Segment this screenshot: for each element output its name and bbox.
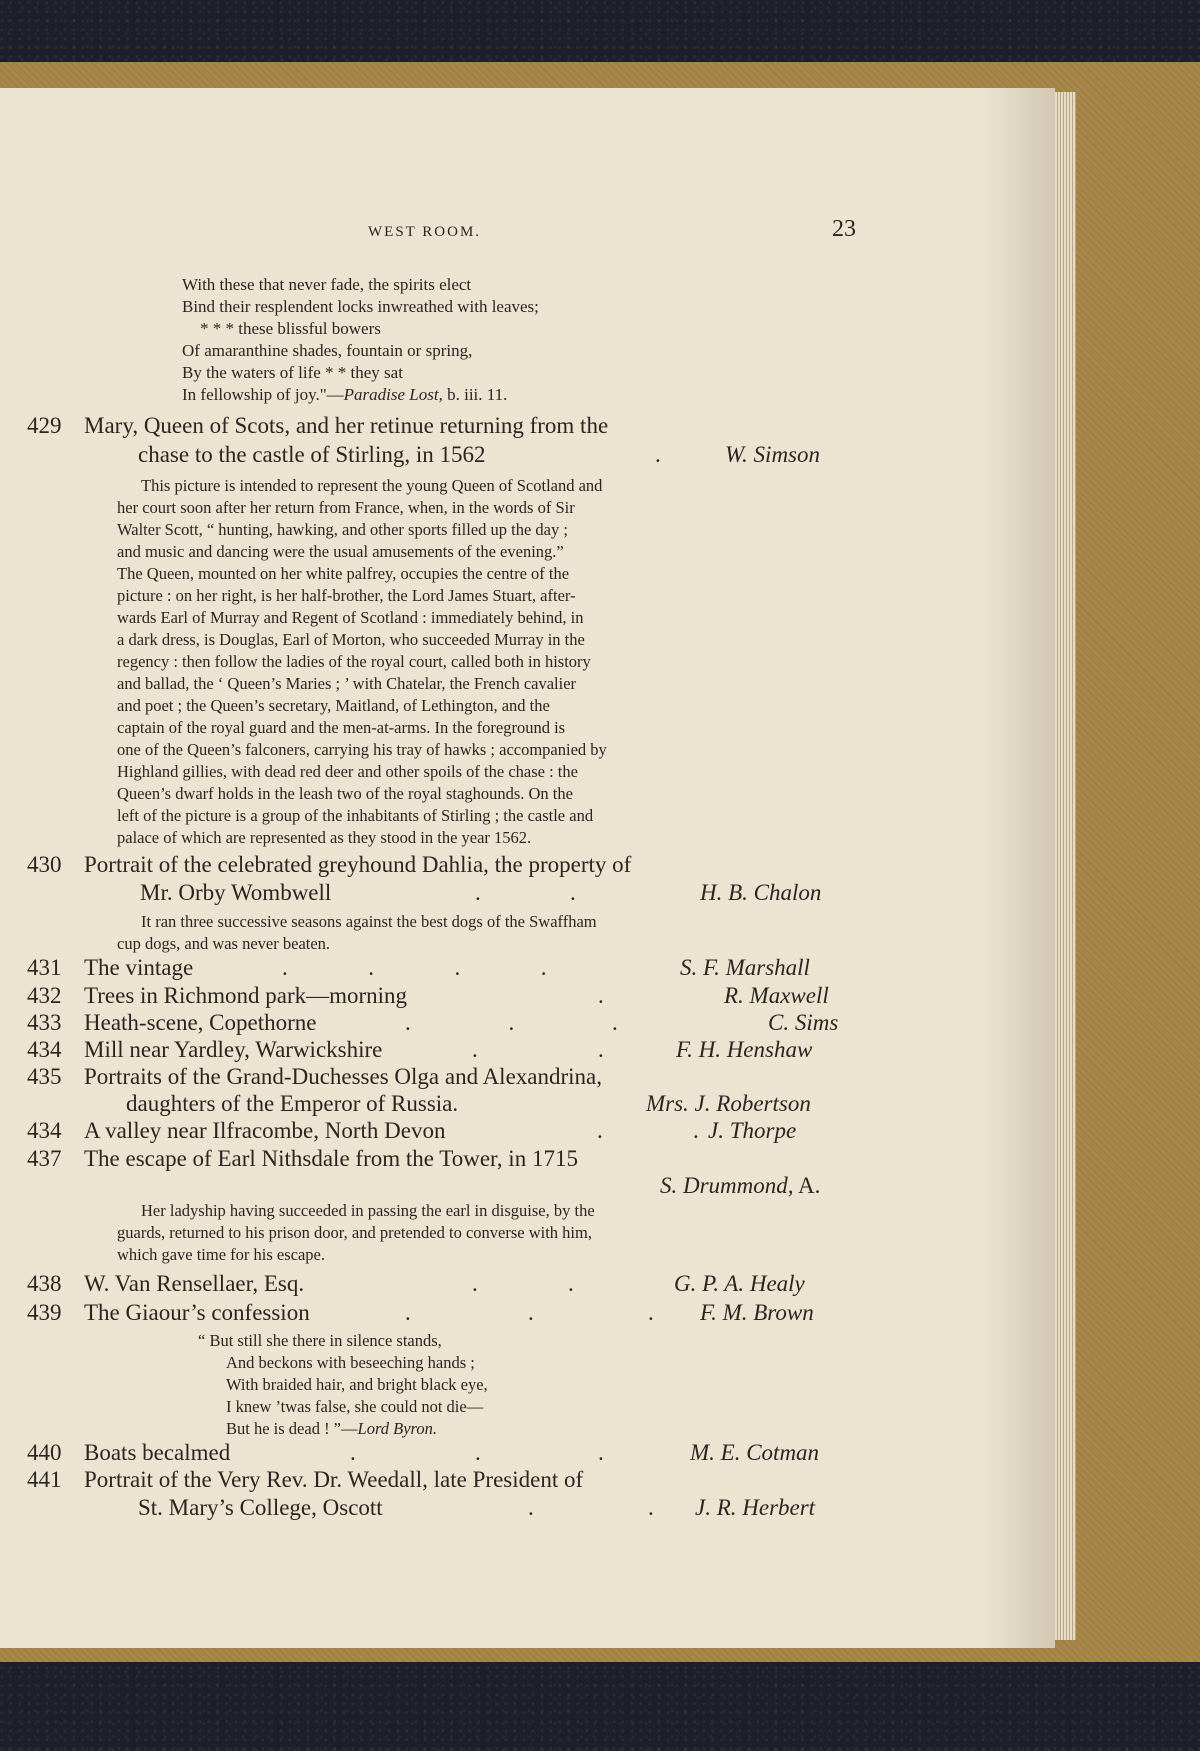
leader-dot: .	[475, 880, 481, 905]
artist-name: G. P. A. Healy	[674, 1271, 805, 1296]
leader-dot: .	[528, 1300, 534, 1325]
poem-line: Bind their resplendent locks inwreathed with leaves;	[182, 297, 539, 316]
entry-title: Portraits of the Grand-Duchesses Olga and Alexandrina,	[84, 1064, 602, 1089]
artist-name: S. F. Marshall	[680, 955, 810, 980]
entry-title: St. Mary’s College, Oscott	[138, 1495, 383, 1520]
entry-description: It ran three successive seasons against the best dogs of the Swaffham	[141, 912, 597, 931]
artist-name: C. Sims	[768, 1010, 839, 1035]
leader-dot: . . .	[405, 1010, 618, 1035]
entry-title: Portrait of the celebrated greyhound Dahlia, the property of	[84, 852, 632, 877]
quoted-verse: But he is dead ! ”—Lord Byron.	[226, 1419, 437, 1438]
poem-citation: Paradise Lost,	[343, 385, 443, 404]
poem-line: Of amaranthine shades, fountain or spring,	[182, 341, 473, 360]
leader-dot: .	[597, 1118, 603, 1143]
entry-title: chase to the castle of Stirling, in 1562	[138, 442, 486, 467]
artist-name: F. M. Brown	[700, 1300, 814, 1325]
entry-number: 434	[27, 1037, 62, 1062]
entry-title: The escape of Earl Nithsdale from the Tower, in 1715	[84, 1146, 578, 1171]
entry-title: Mr. Orby Wombwell	[140, 880, 332, 905]
leader-dot: .	[570, 880, 576, 905]
leader-dot: . . . .	[282, 955, 547, 980]
entry-title: Boats becalmed	[84, 1440, 231, 1465]
entry-description: guards, returned to his prison door, and pretended to converse with him,	[117, 1223, 592, 1242]
quoted-verse: “ But still she there in silence stands,	[198, 1331, 442, 1350]
leader-dot: .	[350, 1440, 356, 1465]
leader-dot: .	[598, 1037, 604, 1062]
entry-number: 441	[27, 1467, 62, 1492]
leader-dot: .	[405, 1300, 411, 1325]
entry-title: Mill near Yardley, Warwickshire	[84, 1037, 383, 1062]
quoted-verse: With braided hair, and bright black eye,	[226, 1375, 488, 1394]
leader-dot: .	[568, 1271, 574, 1296]
entry-number: 431	[27, 955, 62, 980]
entry-title: Portrait of the Very Rev. Dr. Weedall, late President of	[84, 1467, 584, 1492]
poem-line: * * * these blissful bowers	[200, 319, 381, 338]
artist-name: S. Drummond, A.	[660, 1173, 821, 1198]
entry-title: A valley near Ilfracombe, North Devon	[84, 1118, 446, 1143]
artist-name: Mrs. J. Robertson	[646, 1091, 811, 1116]
entry-title: Trees in Richmond park—morning	[84, 983, 408, 1008]
leader-dot: .	[693, 1118, 699, 1143]
poem-line: With these that never fade, the spirits elect	[182, 275, 472, 294]
entry-title: W. Van Rensellaer, Esq.	[84, 1271, 305, 1296]
leader-dot: .	[598, 1440, 604, 1465]
running-header: WEST ROOM.	[368, 224, 482, 240]
entry-title: daughters of the Emperor of Russia.	[126, 1091, 459, 1116]
entry-number: 439	[27, 1300, 62, 1325]
artist-name: H. B. Chalon	[700, 880, 822, 905]
poem-line: By the waters of life * * they sat	[182, 363, 403, 382]
entry-title: Mary, Queen of Scots, and her retinue returning from the	[84, 413, 609, 438]
leader-dot: .	[472, 1271, 478, 1296]
entry-description: Her ladyship having succeeded in passing the earl in disguise, by the	[141, 1201, 595, 1220]
leader-dot: .	[655, 442, 661, 467]
artist-name: J. Thorpe	[708, 1118, 797, 1143]
entry-number: 438	[27, 1271, 62, 1296]
page-number: 23	[832, 216, 856, 242]
artist-name: R. Maxwell	[724, 983, 829, 1008]
entry-number: 429	[27, 413, 62, 438]
artist-name: F. H. Henshaw	[676, 1037, 813, 1062]
artist-name: M. E. Cotman	[690, 1440, 820, 1465]
entry-number: 437	[27, 1146, 62, 1171]
quoted-verse: I knew ’twas false, she could not die—	[226, 1397, 484, 1416]
artist-name: J. R. Herbert	[695, 1495, 816, 1520]
verse-citation: Lord Byron.	[357, 1419, 437, 1438]
leader-dot: .	[598, 983, 604, 1008]
entry-title: The Giaour’s confession	[84, 1300, 310, 1325]
leader-dot: .	[472, 1037, 478, 1062]
entry-number: 434	[27, 1118, 62, 1143]
poem-line: In fellowship of joy."—Paradise Lost, b. iii. 11.	[182, 385, 508, 404]
entry-number: 435	[27, 1064, 62, 1089]
leader-dot: .	[648, 1300, 654, 1325]
entry-description: cup dogs, and was never beaten.	[117, 934, 331, 953]
quoted-verse: And beckons with beseeching hands ;	[226, 1353, 475, 1372]
leader-dot: .	[528, 1495, 534, 1520]
artist-name: W. Simson	[725, 442, 820, 467]
entry-number: 433	[27, 1010, 62, 1035]
entry-title: Heath-scene, Copethorne	[84, 1010, 317, 1035]
entry-number: 430	[27, 852, 62, 877]
entry-description: which gave time for his escape.	[117, 1245, 326, 1264]
entry-title: The vintage	[84, 955, 194, 980]
entry-number: 432	[27, 983, 62, 1008]
entry-number: 440	[27, 1440, 62, 1465]
leader-dot: .	[648, 1495, 654, 1520]
leader-dot: .	[475, 1440, 481, 1465]
